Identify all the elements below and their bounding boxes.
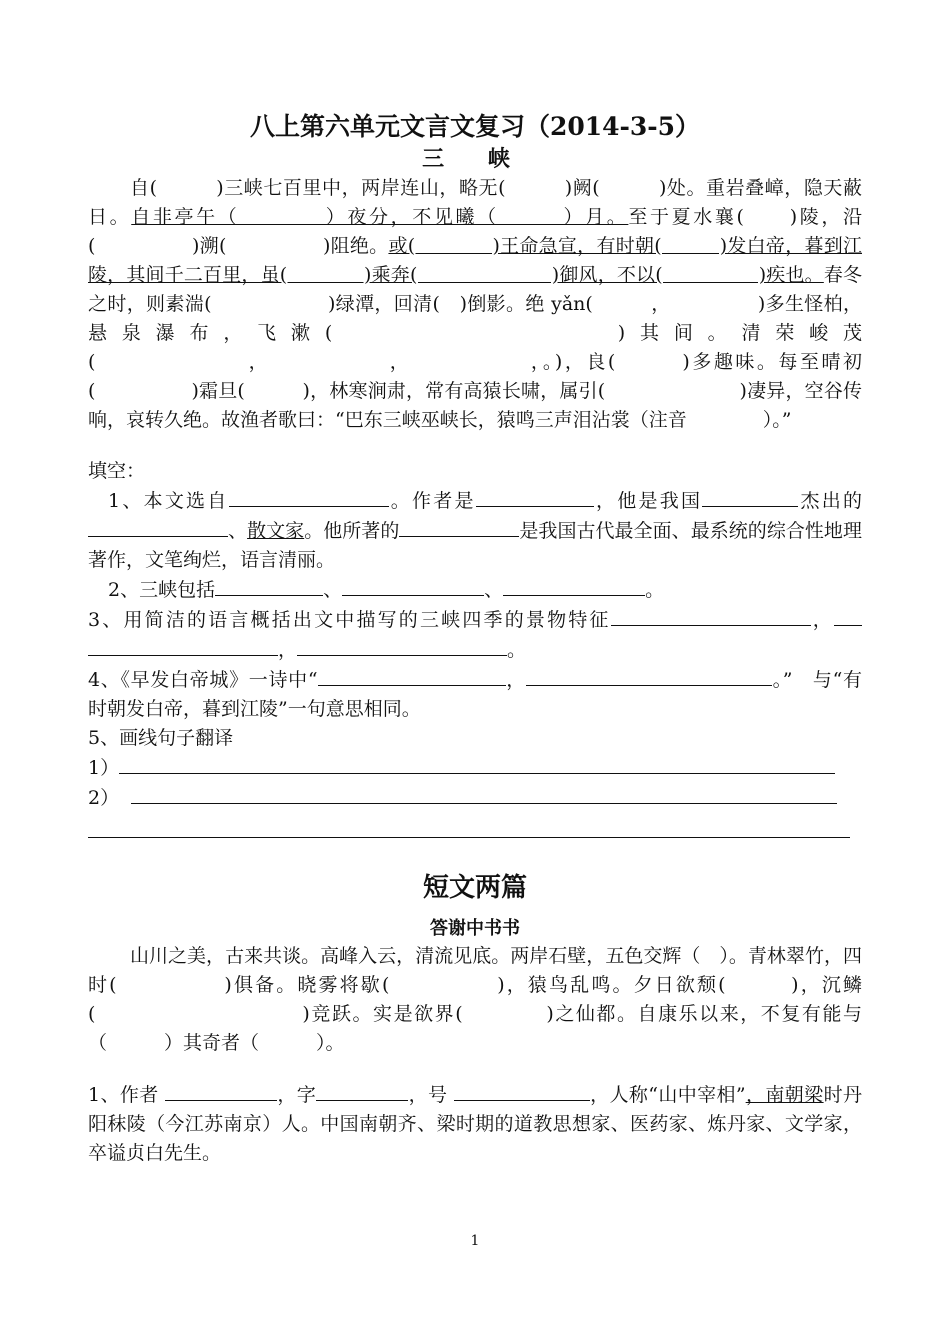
blank-role[interactable] bbox=[88, 516, 228, 537]
fill-in-heading: 填空： bbox=[88, 460, 146, 482]
blank-work[interactable] bbox=[399, 516, 519, 537]
passage-line: 至于夏水襄( )陵，沿( )溯( )阻绝。 bbox=[88, 206, 862, 257]
q1-text: 。作者是 bbox=[388, 490, 476, 512]
q3-text: ， bbox=[810, 609, 834, 631]
translation-1-label: 1） bbox=[88, 757, 120, 779]
q2-text: 。 bbox=[645, 579, 665, 601]
q1-text: 杰出的 bbox=[798, 490, 862, 512]
q2-text: 、 bbox=[323, 579, 343, 601]
passage-sanxia bbox=[88, 174, 862, 435]
q4-text: 。” bbox=[771, 669, 793, 691]
blank-poem-2[interactable] bbox=[526, 665, 772, 686]
blank-translation-1[interactable] bbox=[119, 753, 835, 774]
eq1-text: ，人称“山中宰相” bbox=[589, 1084, 746, 1106]
section-title-two-essays: 短文两篇 bbox=[422, 873, 527, 903]
eq1-text: ，号 bbox=[408, 1084, 448, 1106]
blank-author[interactable] bbox=[476, 486, 594, 507]
eq1-underlined: ，南朝梁 bbox=[745, 1084, 824, 1106]
q3-text: 3、用简洁的语言概括出文中描写的三峡四季的景物特征 bbox=[88, 609, 611, 631]
q1-text: 。他所著的 bbox=[304, 520, 400, 542]
underlined-sentence-2: 或( )王命急宣，有时朝( )发白帝，暮到江陵，其间千二百里，虽( )乘奔( )御风，不以( )疾也。 bbox=[88, 235, 862, 286]
q1-text: ，他是我国 bbox=[593, 490, 703, 512]
blank-season-1[interactable] bbox=[611, 605, 811, 626]
q4-text: 4、《早发白帝城》一诗中“ bbox=[88, 669, 318, 691]
blank-translation-2b[interactable] bbox=[88, 813, 850, 838]
blank-season-3[interactable] bbox=[297, 635, 507, 656]
blank-season-2b[interactable] bbox=[88, 635, 278, 656]
translation-2-label: 2） bbox=[88, 787, 120, 809]
question-1 bbox=[88, 486, 862, 575]
q2-text: 2、三峡包括 bbox=[108, 579, 216, 601]
blank-pseudonym[interactable] bbox=[454, 1080, 590, 1101]
blank-gorge-1[interactable] bbox=[215, 575, 323, 596]
q3-text: ， bbox=[278, 639, 298, 661]
blank-season-2a[interactable] bbox=[834, 605, 862, 626]
q1-text: 是我国古代最全面、最系统的综合性地理著作，文笔绚烂，语言清丽。 bbox=[88, 520, 862, 571]
blank-courtesy-name[interactable] bbox=[316, 1080, 408, 1101]
blank-gorge-2[interactable] bbox=[342, 575, 484, 596]
passage-daxie: 山川之美，古来共谈。高峰入云，清流见底。两岸石壁，五色交辉（ ）。青林翠竹，四时( )俱备。晓雾将歇( )，猿鸟乱鸣。夕日欲颓( )，沉鳞( )竞跃。实是欲界( )之仙都。自康乐以来，不复有能与（ ）其奇者（ ）。 bbox=[88, 945, 862, 1054]
question-2 bbox=[88, 575, 862, 605]
q1-text: 、 bbox=[228, 520, 248, 542]
document-page bbox=[88, 110, 862, 1168]
essay-question-1 bbox=[88, 1080, 862, 1168]
q2-text: 、 bbox=[484, 579, 504, 601]
underlined-sentence-1: 自非亭午（ ）夜分，不见曦（ ）月。 bbox=[131, 206, 629, 228]
document-title: 八上第六单元文言文复习（2014-3-5） bbox=[249, 112, 701, 141]
question-5: 5、画线句子翻译 bbox=[88, 727, 234, 749]
question-3 bbox=[88, 605, 862, 665]
eq1-text: 时丹阳秣陵（今江苏南京）人。中国南朝齐、梁时期的道教思想家、医药家、炼丹家、文学家，卒谥贞白先生。 bbox=[88, 1084, 862, 1164]
blank-translation-2a[interactable] bbox=[131, 783, 837, 804]
translation-2 bbox=[88, 783, 862, 813]
q4-text: 与“有时朝发白帝，暮到江陵”一句意思相同。 bbox=[88, 669, 862, 720]
translation-1 bbox=[88, 753, 862, 783]
passage-line: 自( )三峡七百里中，两岸连山，略无( )阙( )处。重岩叠嶂，隐天蔽日。 bbox=[88, 177, 862, 228]
eq1-text: ，字 bbox=[277, 1084, 317, 1106]
q1-text: 1、本文选自 bbox=[108, 490, 229, 512]
passage-line: 春冬之时，则素湍( )绿潭，回清( )倒影。绝 yǎn( ， )多生怪柏，悬泉瀑布，飞漱( )其间。清荣峻茂( ， ， ，。)，良( )多趣味。每至晴初( )霜旦( )，林寒涧肃，常有高猿长啸，属引( )凄异，空谷传响，哀转久绝。故渔者歌曰：“巴东三峡巫峡长，猿鸣三声泪沾裳（注音 ）。” bbox=[88, 264, 862, 431]
q1-underlined: 散文家 bbox=[247, 520, 305, 542]
q3-text: 。 bbox=[507, 639, 527, 661]
eq1-text: 1、作者 bbox=[88, 1084, 159, 1106]
question-4 bbox=[88, 665, 862, 724]
essay-title: 答谢中书书 bbox=[430, 918, 520, 938]
page-number: 1 bbox=[470, 1233, 480, 1249]
q4-text: ， bbox=[505, 669, 526, 691]
blank-author-name[interactable] bbox=[165, 1080, 277, 1101]
section-subtitle-sanxia: 三 峡 bbox=[422, 146, 528, 172]
blank-era[interactable] bbox=[702, 486, 798, 507]
blank-poem-1[interactable] bbox=[318, 665, 506, 686]
blank-source[interactable] bbox=[229, 486, 389, 507]
blank-gorge-3[interactable] bbox=[503, 575, 645, 596]
